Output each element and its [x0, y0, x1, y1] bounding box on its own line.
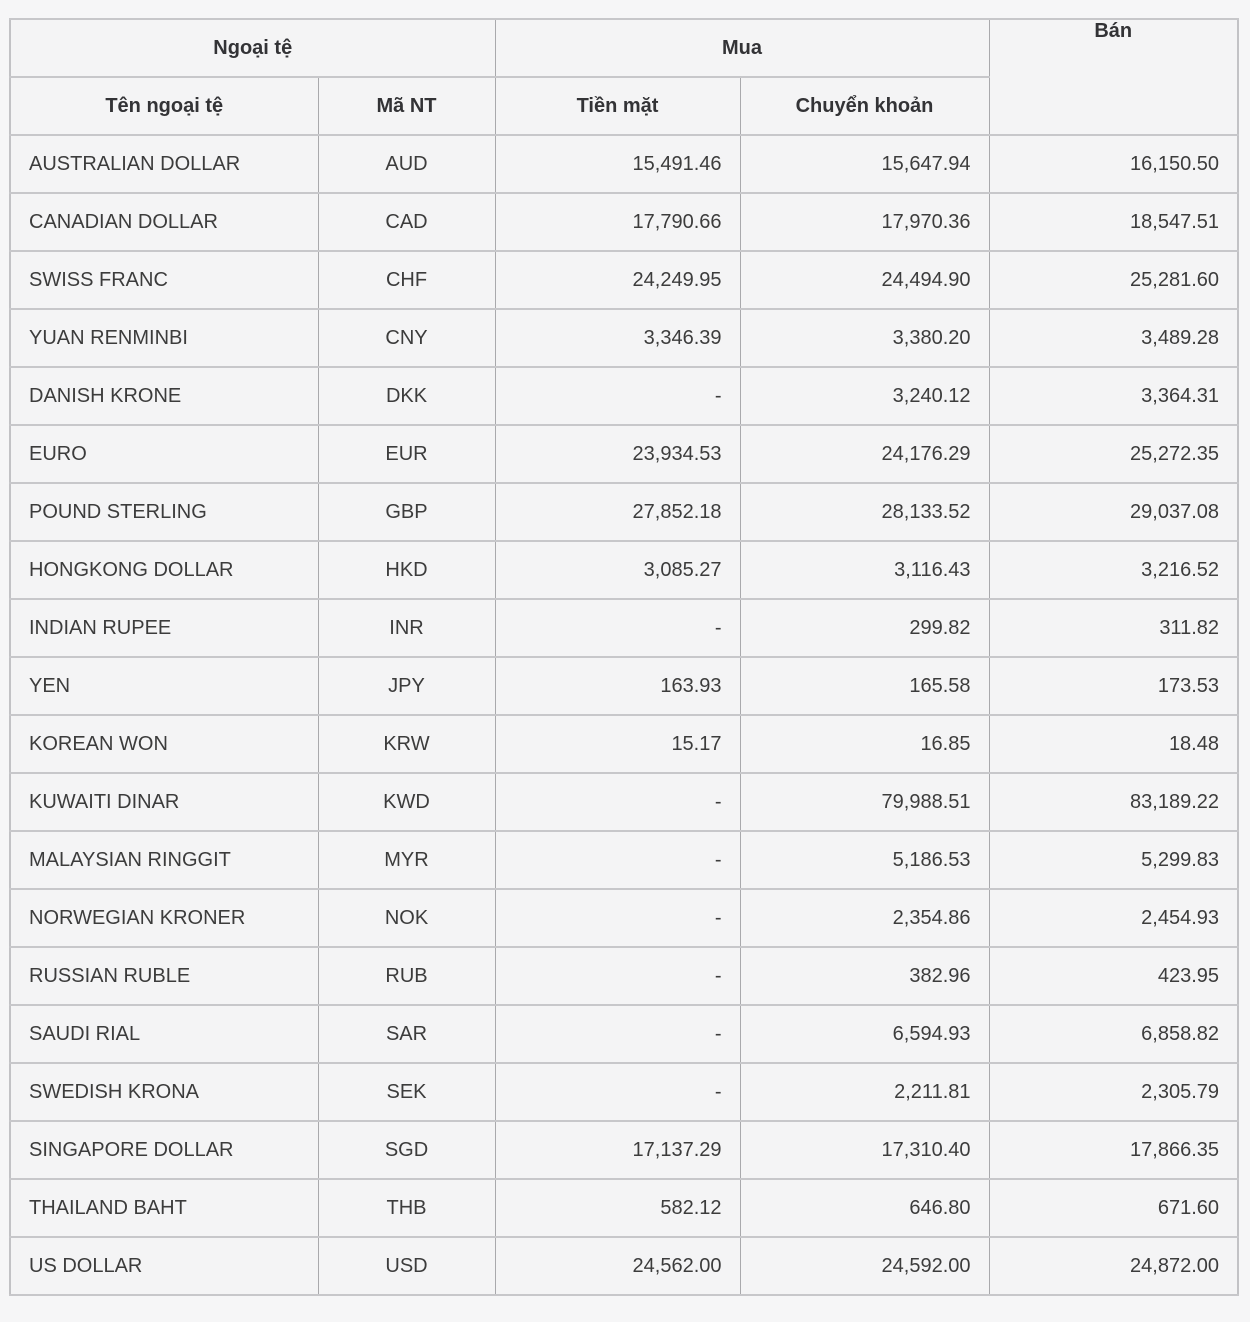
currency-code-cell: GBP — [318, 483, 495, 541]
currency-code-cell: DKK — [318, 367, 495, 425]
currency-code-cell: AUD — [318, 135, 495, 193]
sell-cell: 16,150.50 — [989, 135, 1238, 193]
buy-cash-cell: 24,562.00 — [495, 1237, 740, 1295]
sell-cell: 17,866.35 — [989, 1121, 1238, 1179]
table-row — [10, 1063, 1238, 1121]
header-currency-code: Mã NT — [318, 77, 495, 135]
exchange-rate-table — [9, 18, 1239, 1296]
buy-cash-cell: 3,085.27 — [495, 541, 740, 599]
currency-name-cell: KOREAN WON — [10, 715, 318, 773]
table-row — [10, 831, 1238, 889]
buy-cash-cell: 17,137.29 — [495, 1121, 740, 1179]
buy-transfer-cell: 15,647.94 — [740, 135, 989, 193]
currency-name-cell: YUAN RENMINBI — [10, 309, 318, 367]
sell-cell: 311.82 — [989, 599, 1238, 657]
currency-name-cell: INDIAN RUPEE — [10, 599, 318, 657]
buy-cash-cell: 17,790.66 — [495, 193, 740, 251]
currency-name-cell: SINGAPORE DOLLAR — [10, 1121, 318, 1179]
buy-cash-cell: 27,852.18 — [495, 483, 740, 541]
buy-cash-cell: 582.12 — [495, 1179, 740, 1237]
currency-name-cell: RUSSIAN RUBLE — [10, 947, 318, 1005]
table-row — [10, 657, 1238, 715]
buy-transfer-cell: 17,310.40 — [740, 1121, 989, 1179]
currency-code-cell: CHF — [318, 251, 495, 309]
table-row — [10, 309, 1238, 367]
buy-cash-cell: - — [495, 889, 740, 947]
currency-code-cell: THB — [318, 1179, 495, 1237]
buy-cash-cell: 15,491.46 — [495, 135, 740, 193]
sell-cell: 423.95 — [989, 947, 1238, 1005]
currency-name-cell: SWISS FRANC — [10, 251, 318, 309]
buy-cash-cell: 3,346.39 — [495, 309, 740, 367]
header-buy-group: Mua — [495, 19, 989, 77]
currency-name-cell: THAILAND BAHT — [10, 1179, 318, 1237]
sell-cell: 18,547.51 — [989, 193, 1238, 251]
buy-transfer-cell: 3,380.20 — [740, 309, 989, 367]
currency-name-cell: NORWEGIAN KRONER — [10, 889, 318, 947]
buy-cash-cell: - — [495, 367, 740, 425]
header-currency-name: Tên ngoại tệ — [10, 77, 318, 135]
buy-transfer-cell: 16.85 — [740, 715, 989, 773]
currency-code-cell: RUB — [318, 947, 495, 1005]
header-sell: Bán — [989, 19, 1238, 135]
currency-code-cell: KRW — [318, 715, 495, 773]
sell-cell: 5,299.83 — [989, 831, 1238, 889]
buy-transfer-cell: 5,186.53 — [740, 831, 989, 889]
buy-transfer-cell: 2,211.81 — [740, 1063, 989, 1121]
header-group-row — [10, 19, 1238, 77]
sell-cell: 3,489.28 — [989, 309, 1238, 367]
buy-transfer-cell: 3,116.43 — [740, 541, 989, 599]
buy-transfer-cell: 165.58 — [740, 657, 989, 715]
table-row — [10, 135, 1238, 193]
buy-transfer-cell: 28,133.52 — [740, 483, 989, 541]
table-row — [10, 773, 1238, 831]
buy-transfer-cell: 6,594.93 — [740, 1005, 989, 1063]
currency-name-cell: HONGKONG DOLLAR — [10, 541, 318, 599]
currency-code-cell: JPY — [318, 657, 495, 715]
sell-cell: 3,216.52 — [989, 541, 1238, 599]
currency-name-cell: US DOLLAR — [10, 1237, 318, 1295]
header-cash: Tiền mặt — [495, 77, 740, 135]
currency-name-cell: KUWAITI DINAR — [10, 773, 318, 831]
currency-code-cell: SEK — [318, 1063, 495, 1121]
sell-cell: 29,037.08 — [989, 483, 1238, 541]
currency-code-cell: CAD — [318, 193, 495, 251]
buy-transfer-cell: 79,988.51 — [740, 773, 989, 831]
buy-transfer-cell: 24,592.00 — [740, 1237, 989, 1295]
table-row — [10, 367, 1238, 425]
table-row — [10, 889, 1238, 947]
table-row — [10, 425, 1238, 483]
currency-code-cell: CNY — [318, 309, 495, 367]
currency-name-cell: SWEDISH KRONA — [10, 1063, 318, 1121]
currency-code-cell: MYR — [318, 831, 495, 889]
currency-code-cell: EUR — [318, 425, 495, 483]
buy-cash-cell: - — [495, 773, 740, 831]
sell-cell: 2,454.93 — [989, 889, 1238, 947]
buy-cash-cell: - — [495, 947, 740, 1005]
sell-cell: 671.60 — [989, 1179, 1238, 1237]
buy-cash-cell: - — [495, 1063, 740, 1121]
table-body — [10, 135, 1238, 1295]
currency-name-cell: SAUDI RIAL — [10, 1005, 318, 1063]
buy-transfer-cell: 17,970.36 — [740, 193, 989, 251]
table-row — [10, 1179, 1238, 1237]
buy-cash-cell: 23,934.53 — [495, 425, 740, 483]
table-row — [10, 483, 1238, 541]
currency-code-cell: NOK — [318, 889, 495, 947]
sell-cell: 24,872.00 — [989, 1237, 1238, 1295]
buy-transfer-cell: 382.96 — [740, 947, 989, 1005]
currency-code-cell: SAR — [318, 1005, 495, 1063]
buy-cash-cell: - — [495, 831, 740, 889]
currency-name-cell: AUSTRALIAN DOLLAR — [10, 135, 318, 193]
buy-cash-cell: 163.93 — [495, 657, 740, 715]
buy-cash-cell: 24,249.95 — [495, 251, 740, 309]
currency-code-cell: SGD — [318, 1121, 495, 1179]
buy-transfer-cell: 24,494.90 — [740, 251, 989, 309]
currency-name-cell: MALAYSIAN RINGGIT — [10, 831, 318, 889]
currency-name-cell: POUND STERLING — [10, 483, 318, 541]
buy-transfer-cell: 3,240.12 — [740, 367, 989, 425]
table-row — [10, 599, 1238, 657]
header-transfer: Chuyển khoản — [740, 77, 989, 135]
sell-cell: 18.48 — [989, 715, 1238, 773]
sell-cell: 2,305.79 — [989, 1063, 1238, 1121]
buy-transfer-cell: 24,176.29 — [740, 425, 989, 483]
sell-cell: 6,858.82 — [989, 1005, 1238, 1063]
table-row — [10, 193, 1238, 251]
buy-transfer-cell: 646.80 — [740, 1179, 989, 1237]
sell-cell: 173.53 — [989, 657, 1238, 715]
table-row — [10, 251, 1238, 309]
currency-name-cell: EURO — [10, 425, 318, 483]
table-row — [10, 715, 1238, 773]
buy-transfer-cell: 299.82 — [740, 599, 989, 657]
currency-code-cell: KWD — [318, 773, 495, 831]
currency-code-cell: HKD — [318, 541, 495, 599]
table-row — [10, 1237, 1238, 1295]
currency-name-cell: CANADIAN DOLLAR — [10, 193, 318, 251]
currency-code-cell: USD — [318, 1237, 495, 1295]
buy-transfer-cell: 2,354.86 — [740, 889, 989, 947]
buy-cash-cell: - — [495, 1005, 740, 1063]
table-row — [10, 541, 1238, 599]
sell-cell: 83,189.22 — [989, 773, 1238, 831]
sell-cell: 25,272.35 — [989, 425, 1238, 483]
table-header — [10, 19, 1238, 135]
currency-name-cell: DANISH KRONE — [10, 367, 318, 425]
table-row — [10, 1121, 1238, 1179]
buy-cash-cell: - — [495, 599, 740, 657]
sell-cell: 3,364.31 — [989, 367, 1238, 425]
header-currency-group: Ngoại tệ — [10, 19, 495, 77]
sell-cell: 25,281.60 — [989, 251, 1238, 309]
buy-cash-cell: 15.17 — [495, 715, 740, 773]
currency-code-cell: INR — [318, 599, 495, 657]
table-row — [10, 947, 1238, 1005]
table-row — [10, 1005, 1238, 1063]
currency-name-cell: YEN — [10, 657, 318, 715]
